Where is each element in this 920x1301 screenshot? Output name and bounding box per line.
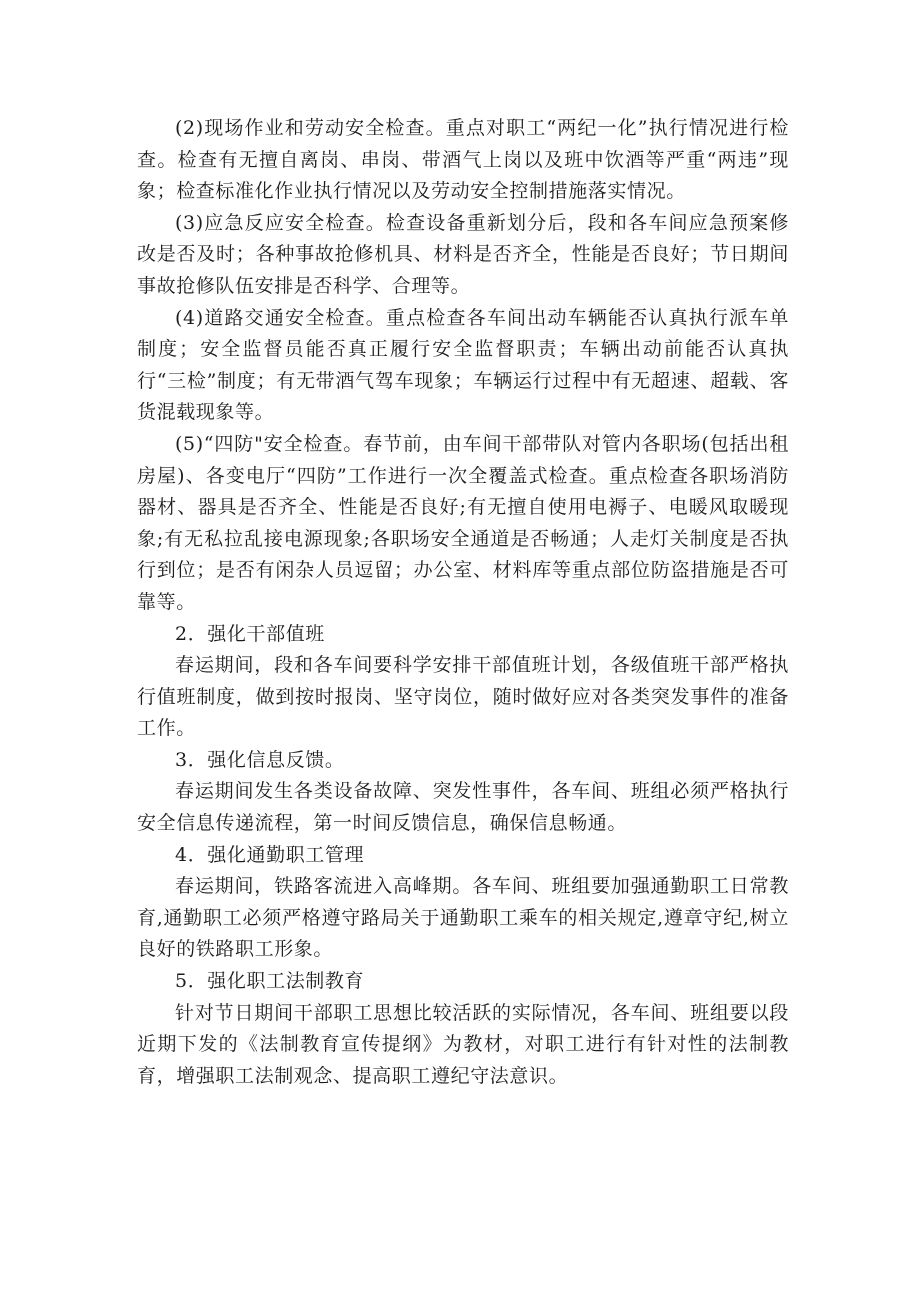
heading-cadre-duty: 2．强化干部值班	[175, 622, 325, 645]
heading-legal-education: 5．强化职工法制教育	[175, 970, 365, 993]
document-body	[137, 113, 789, 1092]
paragraph-four-prevention-check: (5)“四防"安全检查。春节前，由车间干部带队对管内各职场(包括出租房屋)、各变电厅“四防”工作进行一次全覆盖式检查。重点检查各职场消防器材、器具是否齐全、性能是否良好;有无擅自使用电褥子、电暖风取暖现象;有无私拉乱接电源现象;各职场安全通道是否畅通；人走灯关制度是否执行到位；是否有闲杂人员逗留；办公室、材料库等重点部位防盗措施是否可靠等。	[137, 432, 789, 613]
heading-information-feedback: 3．强化信息反馈。	[175, 748, 345, 771]
paragraph-worksite-safety-check: (2)现场作业和劳动安全检查。重点对职工“两纪一化”执行情况进行检查。检查有无擅自离岗、串岗、带酒气上岗以及班中饮酒等严重“两违”现象；检查标准化作业执行情况以及劳动安全控制措施落实情况。	[137, 117, 789, 203]
paragraph-commuter-management: 春运期间，铁路客流进入高峰期。各车间、班组要加强通勤职工日常教育,通勤职工必须严格遵守路局关于通勤职工乘车的相关规定,遵章守纪,树立良好的铁路职工形象。	[137, 875, 789, 961]
paragraph-cadre-duty: 春运期间，段和各车间要科学安排干部值班计划，各级值班干部严格执行值班制度，做到按时报岗、坚守岗位，随时做好应对各类突发事件的准备工作。	[137, 654, 789, 740]
paragraph-road-traffic-check: (4)道路交通安全检查。重点检查各车间出动车辆能否认真执行派车单制度；安全监督员能否真正履行安全监督职责；车辆出动前能否认真执行“三检”制度；有无带酒气驾车现象；车辆运行过程中有无超速、超载、客货混载现象等。	[137, 306, 789, 424]
paragraph-legal-education: 针对节日期间干部职工思想比较活跃的实际情况，各车间、班组要以段近期下发的《法制教育宣传提纲》为教材，对职工进行有针对性的法制教育，增强职工法制观念、提高职工遵纪守法意识。	[137, 1001, 789, 1087]
heading-commuter-management: 4．强化通勤职工管理	[175, 843, 365, 866]
paragraph-information-feedback: 春运期间发生各类设备故障、突发性事件，各车间、班组必须严格执行安全信息传递流程，第一时间反馈信息，确保信息畅通。	[137, 780, 789, 835]
paragraph-emergency-response-check: (3)应急反应安全检查。检查设备重新划分后，段和各车间应急预案修改是否及时；各种事故抢修机具、材料是否齐全，性能是否良好；节日期间事故抢修队伍安排是否科学、合理等。	[137, 211, 789, 297]
